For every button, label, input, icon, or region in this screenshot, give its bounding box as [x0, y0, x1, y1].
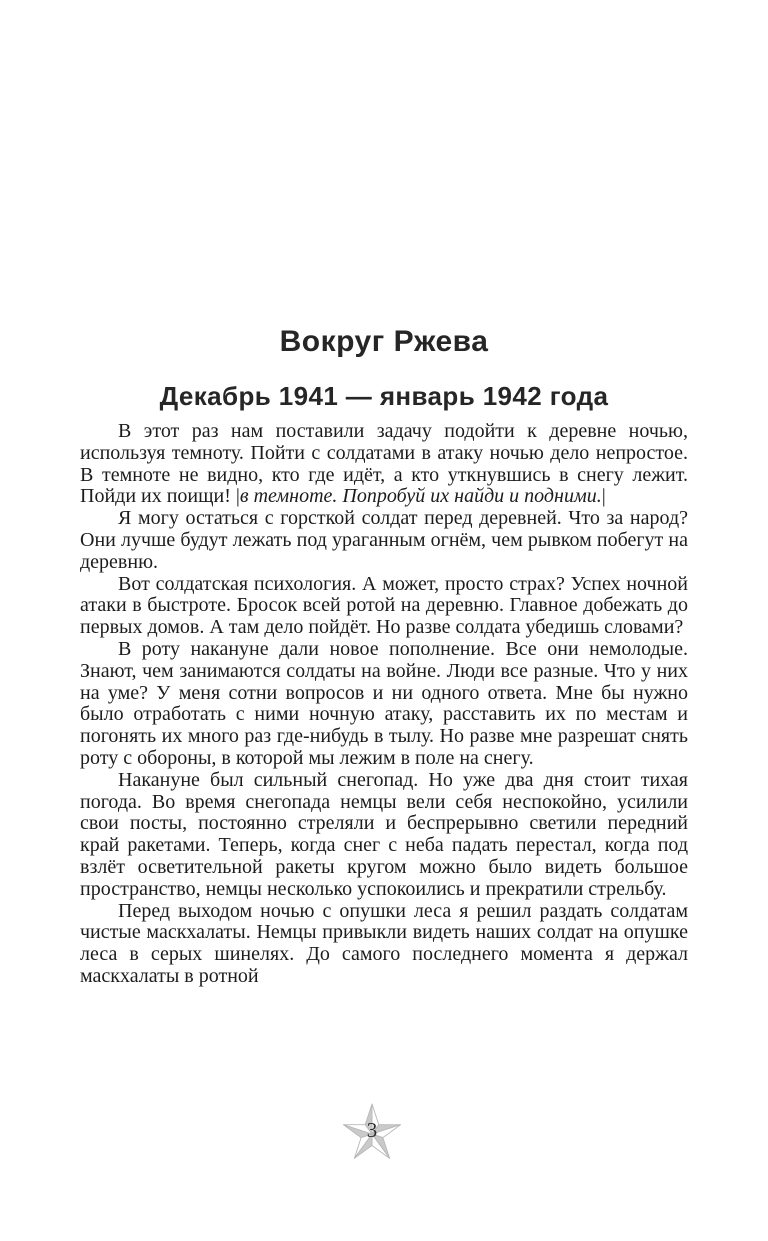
- paragraph-1-text: В этот раз нам поставили задачу подойти к деревне ночью, используя темноту. Пойти с солдатами в атаку ночью дело непростое. В темноте не видно, кто где идёт, а кто уткнувшись в снегу лежит. Пойди их поищи! |: [80, 420, 688, 508]
- chapter-title: Вокруг Ржева: [279, 325, 489, 358]
- page-number: 3: [366, 1118, 378, 1142]
- paragraph-2: Я могу остаться с горсткой солдат перед деревней. Что за народ? Они лучше будут лежать под ураганным огнём, чем рывком побегут на деревню.: [80, 507, 688, 573]
- body-text: [80, 421, 688, 988]
- paragraph-1-edit-mark: |: [601, 485, 606, 508]
- paragraph-1-italic-note: в темноте. Попробуй их найди и подними.: [239, 485, 602, 508]
- chapter-subtitle: Декабрь 1941 — январь 1942 года: [159, 381, 609, 411]
- paragraph-4: В роту накануне дали новое пополнение. Все они немолодые. Знают, чем занимаются солдаты на войне. Люди все разные. Что у них на уме? У меня сотни вопросов и ни одного ответа. Мне бы нужно было отработать с ними ночную атаку, расставить их по местам и погонять их много раз где-нибудь в тылу. Но разве мне разрешат снять роту с обороны, в которой мы лежим в поле на снегу.: [80, 637, 688, 769]
- paragraph-5: Накануне был сильный снегопад. Но уже два дня стоит тихая погода. Во время снегопада немцы вели себя неспокойно, усилили свои посты, постоянно стреляли и беспрерывно светили передний край ракетами. Теперь, когда снег с неба падать перестал, когда под взлёт осветительной ракеты кругом можно было видеть большое пространство, немцы несколько успокоились и прекратили стрельбу.: [80, 768, 688, 900]
- paragraph-3: Вот солдатская психология. А может, просто страх? Успех ночной атаки в быстроте. Бросок всей ротой на деревню. Главное добежать до первых домов. А там дело пойдёт. Но разве солдата убедишь словами?: [80, 572, 688, 639]
- paragraph-6: Перед выходом ночью с опушки леса я решил раздать солдатам чистые маскхалаты. Немцы привыкли видеть наших солдат на опушке леса в серых шинелях. До самого последнего момента я держал маскхалаты в ротной: [80, 899, 688, 987]
- paragraph-1: [80, 421, 688, 508]
